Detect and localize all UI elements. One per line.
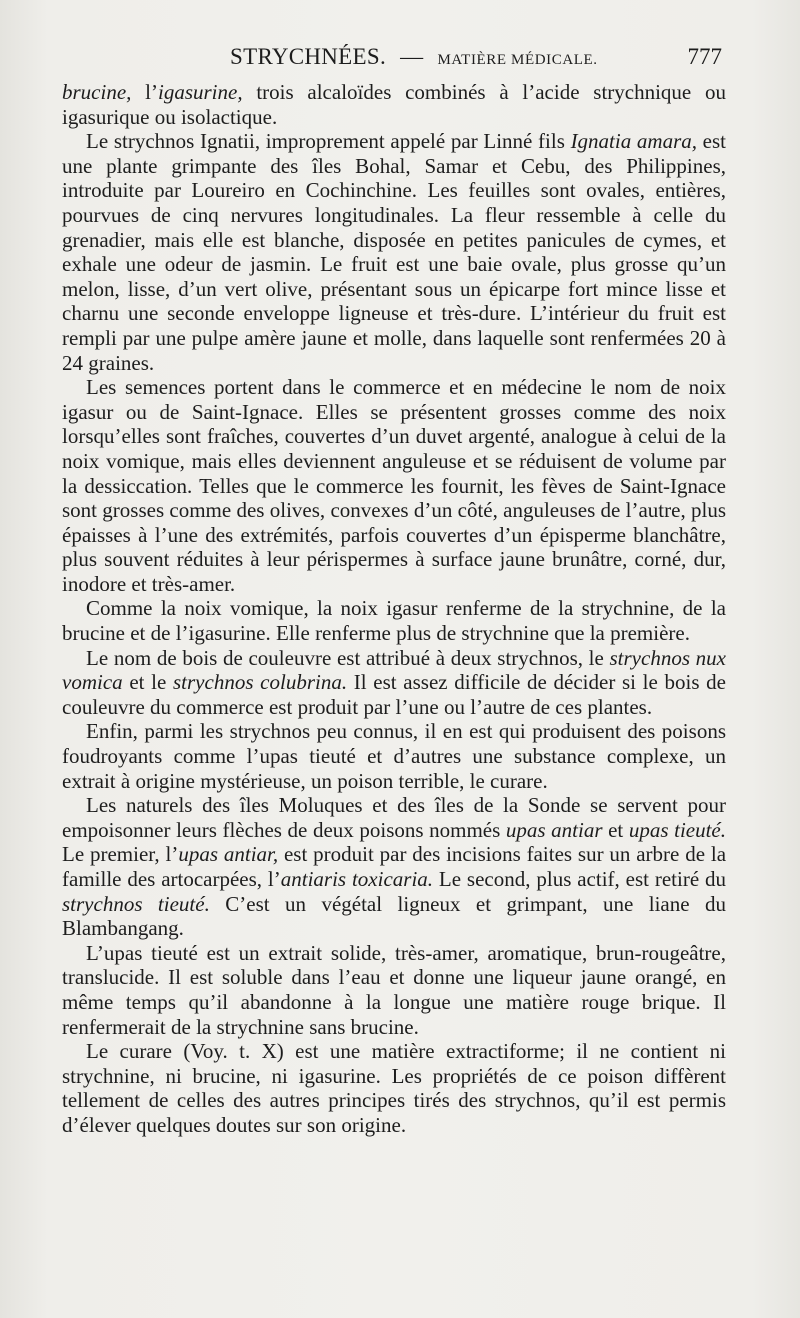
italic-text: Ignatia amara, [570, 129, 697, 154]
paragraph [62, 596, 726, 645]
text-run: et le [122, 670, 173, 695]
paragraph [62, 80, 726, 129]
header-subtitle: MATIÈRE MÉDICALE. [437, 52, 598, 68]
text-run: Le premier, l’ [62, 842, 179, 867]
paragraph [62, 646, 726, 720]
italic-text: upas antiar, [178, 842, 279, 867]
text-run: est une plante grimpante des îles Bohal, Samar et Cebu, des Philippines, introduite par Loureiro en Cochinchine. Les feuilles sont ovales, entières, pourvues de cinq nervures longitudinales. La fleur ressemble à celle du grenadier, mais elle est blanche, disposée en petites panicules de cymes, et exhale une odeur de jasmin. Le fruit est une baie ovale, plus grosse qu’un melon, lisse, d’un vert olive, présentant sous un épicarpe fort mince lisse et charnu une seconde enveloppe ligneuse et très-dure. L’intérieur du fruit est rempli par une pulpe amère jaune et molle, dans laquelle sont renfermées 20 à 24 graines. [62, 129, 727, 375]
italic-text: igasurine, [157, 80, 243, 104]
text-run: C’est un végétal ligneux et grimpant, une liane du Blambangang. [62, 891, 726, 941]
text-run: Enfin, parmi les strychnos peu connus, il en est qui produisent des poisons foudroyants comme l’upas tieuté et d’autres une substance complexe, un extrait à origine mystérieuse, un poison terrible, le curare. [62, 719, 726, 793]
text-run: trois alcaloïdes combinés à l’acide strychnique ou igasurique ou isolactique. [62, 80, 726, 129]
text-run: est produit par des incisions faites sur un arbre de la famille des artocarpées, l’ [62, 842, 727, 891]
italic-text: antiaris toxicaria. [280, 867, 434, 891]
text-run: Le curare (Voy. t. X) est une matière extractiforme; il ne contient ni strychnine, ni brucine, ni igasurine. Les propriétés de ce poison diffèrent tellement de celles des autres principes tirés des strychnos, qu’il est permis d’élever quelques doutes sur son origine. [62, 1039, 726, 1137]
text-run: Il est assez difficile de décider si le bois de couleuvre du commerce est produit par l’une ou l’autre de ces plantes. [62, 670, 727, 719]
page-number: 777 [687, 44, 722, 69]
italic-text: strychnos colubrina. [173, 670, 348, 695]
paragraph [62, 1039, 726, 1137]
italic-text: strychnos nux vomica [62, 645, 726, 695]
paragraph [62, 719, 726, 793]
text-run: Comme la noix vomique, la noix igasur renferme de la strychnine, de la brucine et de l’igasurine. Elle renferme plus de strychnine que la première. [62, 596, 726, 646]
italic-text: upas tieuté. [628, 817, 727, 842]
text-run: Les naturels des îles Moluques et des îles de la Sonde se servent pour empoisonner leurs flèches de deux poisons nommés [62, 793, 726, 842]
running-header [62, 44, 726, 74]
text-run: Le nom de bois de couleuvre est attribué à deux strychnos, le [86, 645, 610, 670]
italic-text: upas antiar [505, 817, 603, 842]
text-run: Les semences portent dans le commerce et en médecine le nom de noix igasur ou de Saint-Ignace. Elles se présentent grosses comme des noix lorsqu’elles sont fraîches, couvertes d’un duvet argenté, analogue à celui de la noix vomique, mais elles deviennent anguleuse et se réduisent de volume par la dessiccation. Telles que le commerce les fournit, les fèves de Saint-Ignace sont grosses comme des olives, convexes d’un côté, anguleuses de l’autre, plus épaisses à l’une des extrémités, parfois couvertes d’un épisperme blanchâtre, plus souvent réduites à leur périspermes à surface jaune brunâtre, corné, dur, inodore et très-amer. [62, 375, 726, 596]
text-run: Le second, plus actif, est retiré du [433, 867, 727, 891]
running-title [230, 44, 598, 70]
header-title: STRYCHNÉES. [230, 44, 387, 69]
header-separator: — [400, 44, 424, 69]
text-run: Le strychnos Ignatii, improprement appelé par Linné fils [86, 129, 571, 154]
text-run: L’upas tieuté est un extrait solide, très-amer, aromatique, brun-rougeâtre, translucide. Il est soluble dans l’eau et donne une liqueur jaune orangé, en même temps qu’il abandonne à la longue une matière rouge brique. Il renfermerait de la strychnine sans brucine. [62, 940, 726, 1039]
body-text [62, 80, 726, 1138]
paragraph [62, 941, 726, 1039]
paragraph [62, 375, 726, 596]
paragraph [62, 129, 726, 375]
italic-text: brucine, [62, 80, 132, 104]
text-run: et [602, 817, 629, 842]
text-run: l’ [131, 80, 158, 104]
italic-text: strychnos tieuté. [62, 891, 210, 916]
paragraph [62, 793, 726, 941]
